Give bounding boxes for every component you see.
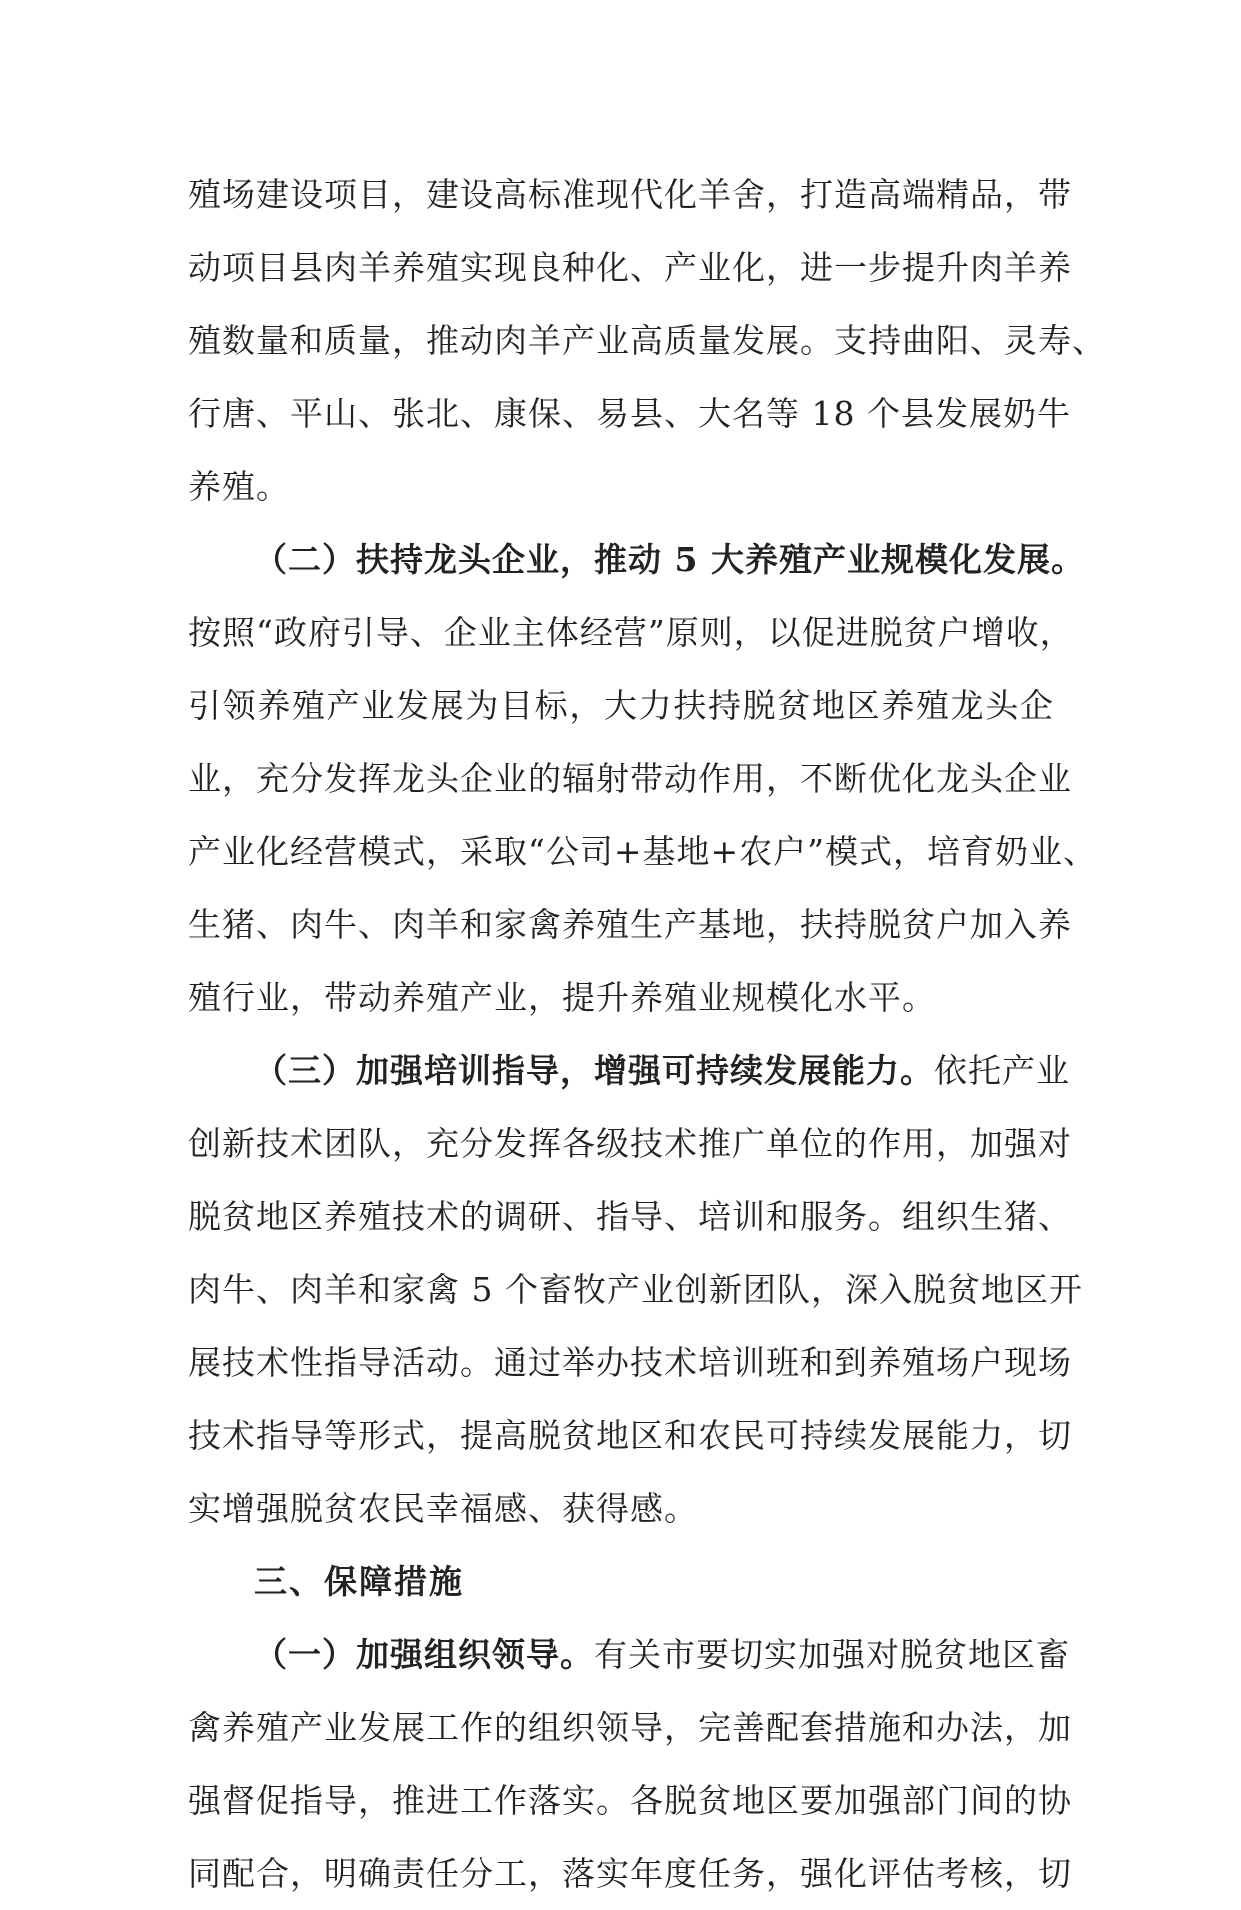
text-line: 展技术性指导活动。通过举办技术培训班和到养殖场户现场 — [188, 1343, 1072, 1382]
text-line: 技术指导等形式，提高脱贫地区和农民可持续发展能力，切 — [188, 1416, 1072, 1455]
text-line: 殖场建设项目，建设高标准现代化羊舍，打造高端精品，带 — [188, 175, 1072, 214]
text-line: 殖数量和质量，推动肉羊产业高质量发展。支持曲阳、灵寿、 — [188, 321, 1106, 360]
text-line — [188, 1034, 1070, 1107]
text-line: 禽养殖产业发展工作的组织领导，完善配套措施和办法，加 — [188, 1708, 1072, 1747]
text-line: 业，充分发挥龙头企业的辐射带动作用，不断优化龙头企业 — [188, 759, 1072, 798]
text-line: 养殖。 — [188, 467, 290, 506]
document-body — [188, 158, 1106, 1910]
text-line: 行唐、平山、张北、康保、易县、大名等 18 个县发展奶牛 — [188, 394, 1071, 433]
section-heading: 三、保障措施 — [254, 1562, 464, 1601]
text-line: 生猪、肉牛、肉羊和家禽养殖生产基地，扶持脱贫户加入养 — [188, 905, 1072, 944]
text-span: 依托产业 — [934, 1051, 1070, 1090]
text-line — [188, 1618, 1070, 1691]
paragraph-2 — [188, 523, 1098, 1034]
text-line: 动项目县肉羊养殖实现良种化、产业化，进一步提升肉羊养 — [188, 248, 1072, 287]
paragraph-1 — [188, 158, 1106, 523]
text-line: 实增强脱贫农民幸福感、获得感。 — [188, 1489, 698, 1528]
text-line: 强督促指导，推进工作落实。各脱贫地区要加强部门间的协 — [188, 1781, 1072, 1820]
text-line: 脱贫地区养殖技术的调研、指导、培训和服务。组织生猪、 — [188, 1197, 1072, 1236]
subsection-heading: （三）加强培训指导，增强可持续发展能力。 — [254, 1051, 934, 1090]
paragraph-4 — [188, 1618, 1072, 1910]
text-line: 产业化经营模式，采取“公司+基地+农户”模式，培育奶业、 — [188, 832, 1098, 871]
text-line: 同配合，明确责任分工，落实年度任务，强化评估考核，切 — [188, 1854, 1072, 1893]
text-line: 殖行业，带动养殖产业，提升养殖业规模化水平。 — [188, 978, 936, 1017]
text-line: 引领养殖产业发展为目标，大力扶持脱贫地区养殖龙头企 — [188, 686, 1054, 725]
text-line: 按照“政府引导、企业主体经营”原则，以促进脱贫户增收， — [188, 613, 1074, 652]
paragraph-3 — [188, 1034, 1083, 1545]
text-line: 肉牛、肉羊和家禽 5 个畜牧产业创新团队，深入脱贫地区开 — [188, 1270, 1083, 1309]
text-span: 有关市要切实加强对脱贫地区畜 — [594, 1635, 1070, 1674]
text-line: 创新技术团队，充分发挥各级技术推广单位的作用，加强对 — [188, 1124, 1072, 1163]
subsection-heading: （一）加强组织领导。 — [254, 1635, 594, 1674]
subsection-heading: （二）扶持龙头企业，推动 5 大养殖产业规模化发展。 — [254, 540, 1085, 579]
